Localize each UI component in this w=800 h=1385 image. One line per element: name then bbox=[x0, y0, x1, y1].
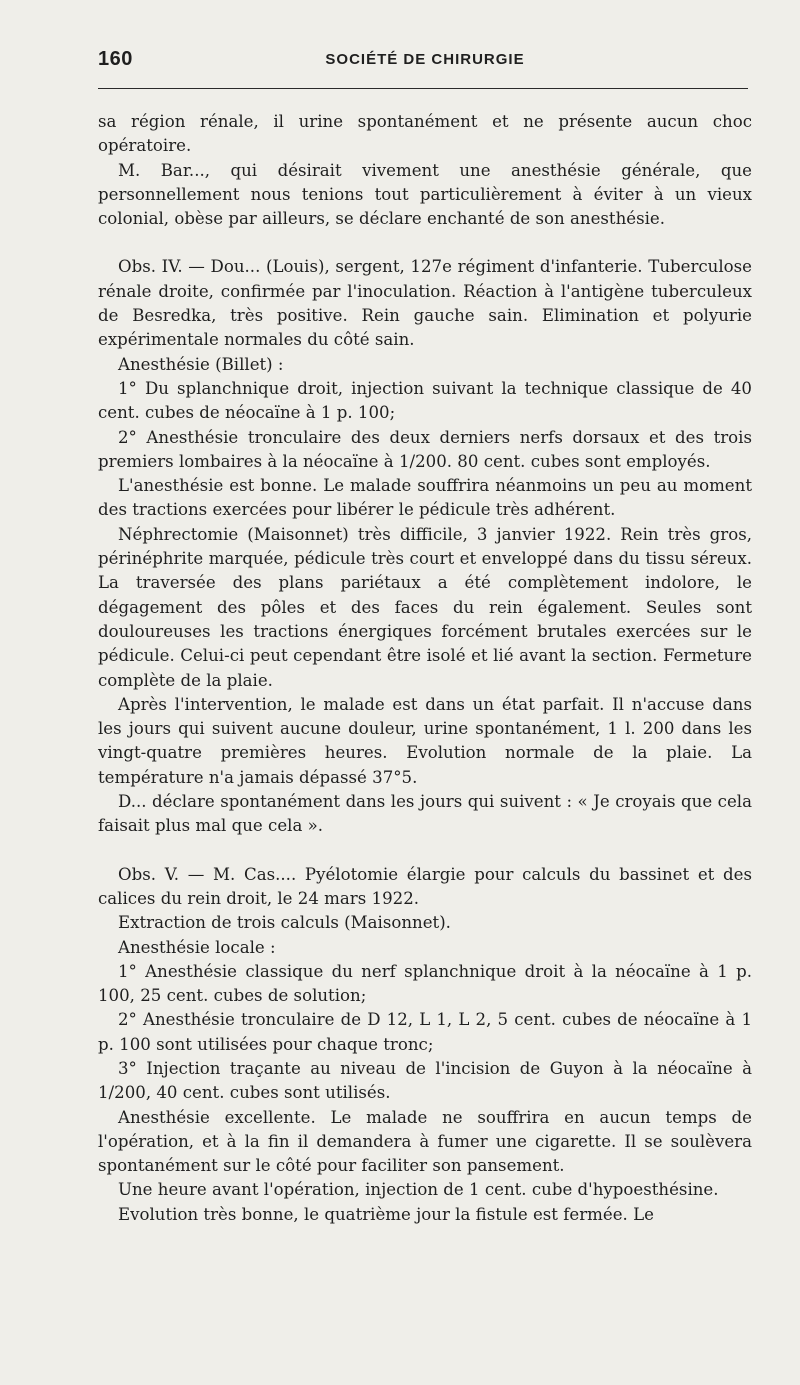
paragraph: Une heure avant l'opération, injection de 1 cent. cube d'hypoesthésine. bbox=[118, 1180, 719, 1200]
paragraph: Anesthésie locale : bbox=[118, 937, 276, 957]
paragraph: sa région rénale, il urine spontanément et ne présente aucun choc opératoire. bbox=[98, 112, 752, 156]
paragraph: Néphrectomie (Maisonnet) très difficile, 3 janvier 1922. Rein très gros, périnéphrite marquée, pédicule très court et enveloppé dans du tissu séreux. La traversée des plans pariétaux a été complètement indolore, le dégagement des pôles et des faces du rein également. Seules sont douloureuses les tractions énergiques forcément brutales exercées sur le pédicule. Celui-ci peut cependant être isolé et lié avant la section. Fermeture complète de la plaie. bbox=[98, 524, 752, 690]
header-rule bbox=[98, 88, 748, 89]
paragraph: 2° Anesthésie tronculaire de D 12, L 1, L 2, 5 cent. cubes de néocaïne à 1 p. 100 sont utilisées pour chaque tronc; bbox=[98, 1010, 752, 1054]
section-spacer bbox=[98, 231, 752, 255]
paragraph: D... déclare spontanément dans les jours qui suivent : « Je croyais que cela faisait plus mal que cela ». bbox=[98, 792, 752, 836]
running-title: SOCIÉTÉ DE CHIRURGIE bbox=[325, 51, 525, 68]
section-spacer bbox=[98, 839, 752, 863]
document-page bbox=[98, 44, 752, 1224]
paragraph: 1° Du splanchnique droit, injection suivant la technique classique de 40 cent. cubes de néocaïne à 1 p. 100; bbox=[98, 378, 752, 423]
paragraph: Après l'intervention, le malade est dans un état parfait. Il n'accuse dans les jours qui suivent aucune douleur, urine spontanément, 1 l. 200 dans les vingt-quatre premières heures. Evolution normale de la plaie. La température n'a jamais dépassé 37°5. bbox=[98, 694, 752, 787]
observation-heading-paragraph: Obs. IV. — Dou... (Louis), sergent, 127e régiment d'infanterie. Tuberculose rénale droite, confirmée par l'inoculation. Réaction à l'antigène tuberculeux de Besredka, très positive. Rein gauche sain. Elimination et polyurie expérimentale normales du côté sain. bbox=[98, 257, 752, 350]
paragraph: Extraction de trois calculs (Maisonnet). bbox=[118, 913, 451, 933]
paragraph: 2° Anesthésie tronculaire des deux derniers nerfs dorsaux et des trois premiers lombaires à la néocaïne à 1/200. 80 cent. cubes sont employés. bbox=[98, 427, 752, 471]
body-text bbox=[98, 110, 752, 1227]
paragraph: L'anesthésie est bonne. Le malade souffrira néanmoins un peu au moment des tractions exercées pour libérer le pédicule très adhérent. bbox=[98, 476, 752, 520]
observation-heading-paragraph: Obs. V. — M. Cas.... Pyélotomie élargie pour calculs du bassinet et des calices du rein droit, le 24 mars 1922. bbox=[98, 864, 752, 908]
paragraph: 1° Anesthésie classique du nerf splanchnique droit à la néocaïne à 1 p. 100, 25 cent. cubes de solution; bbox=[98, 961, 752, 1006]
page-number: 160 bbox=[98, 48, 133, 70]
paragraph: M. Bar..., qui désirait vivement une anesthésie générale, que personnellement nous tenions tout particulièrement à éviter à un vieux colonial, obèse par ailleurs, se déclare enchanté de son anesthésie. bbox=[98, 160, 752, 229]
paragraph: Anesthésie (Billet) : bbox=[118, 354, 284, 374]
paragraph: 3° Injection traçante au niveau de l'incision de Guyon à la néocaïne à 1/200, 40 cent. cubes sont utilisés. bbox=[98, 1058, 752, 1103]
paragraph: Anesthésie excellente. Le malade ne souffrira en aucun temps de l'opération, et à la fin il demandera à fumer une cigarette. Il se soulèvera spontanément sur le côté pour faciliter son pansement. bbox=[98, 1107, 752, 1176]
page-header bbox=[98, 44, 752, 78]
paragraph: Evolution très bonne, le quatrième jour la fistule est fermée. Le bbox=[118, 1204, 654, 1224]
